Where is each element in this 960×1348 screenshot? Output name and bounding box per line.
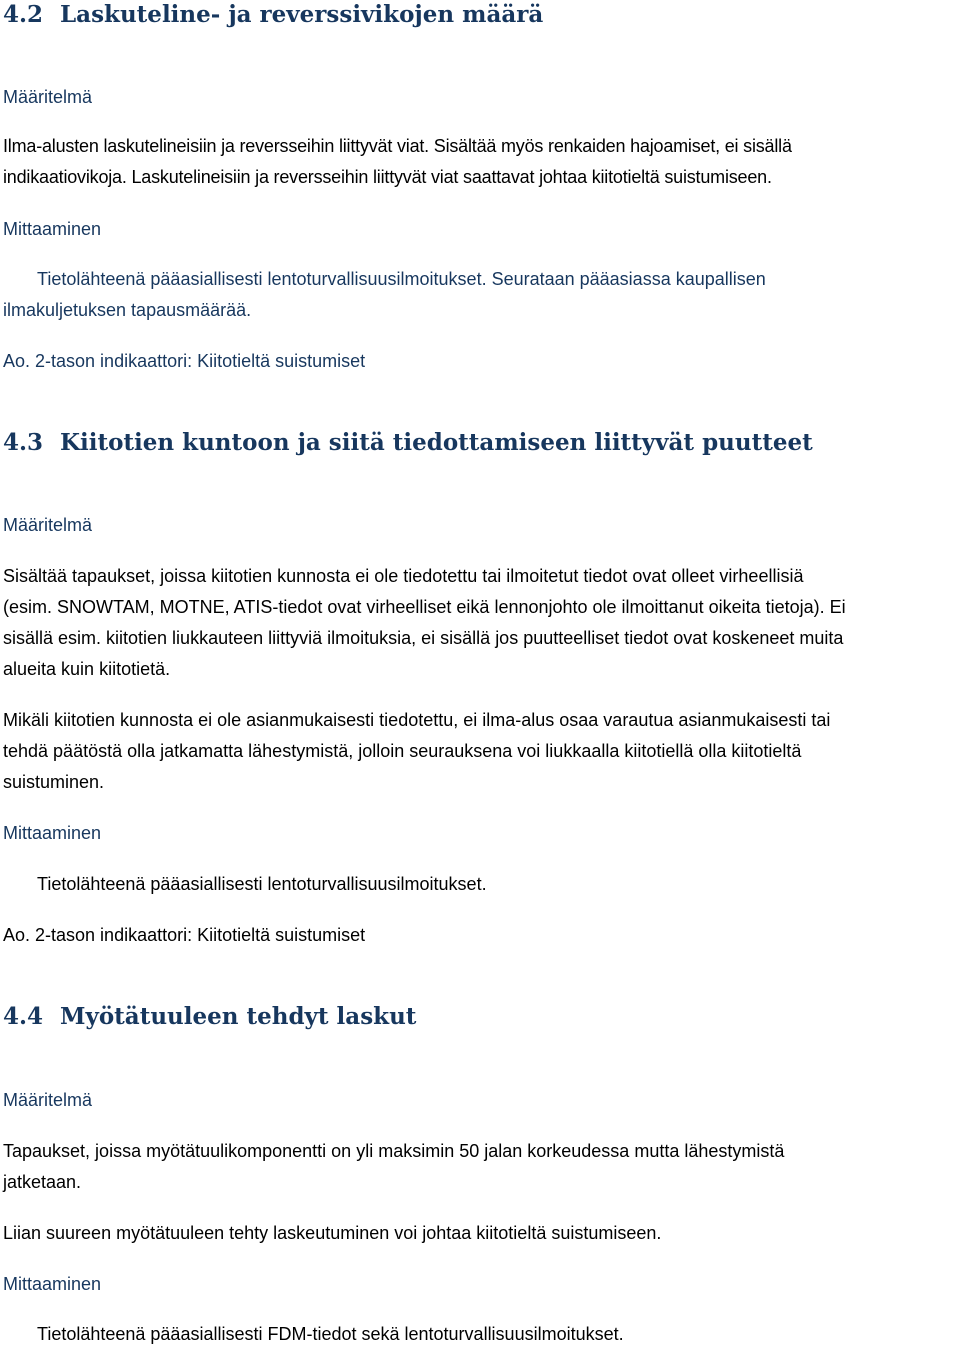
section-title: Myötätuuleen tehdyt laskut <box>60 1003 417 1030</box>
paragraph-line: suistuminen. <box>3 772 105 792</box>
definition-heading: Määritelmä <box>3 1090 93 1110</box>
indicator-line: Ao. 2-tason indikaattori: Kiitotieltä suistumiset <box>3 351 366 371</box>
section-title: Kiitotien kuntoon ja siitä tiedottamiseen liittyvät puutteet <box>60 429 813 456</box>
paragraph-line: tehdä päätöstä olla jatkamatta lähestymistä, jolloin seurauksena voi liukkaalla kiitotiellä olla kiitotieltä <box>3 741 802 761</box>
paragraph-line: indikaatiovikoja. Laskutelineisiin ja reversseihin liittyvät viat saattavat johtaa kiitotieltä suistumiseen. <box>3 167 772 187</box>
paragraph-line: sisällä esim. kiitotien liukkauteen liittyviä ilmoituksia, ei sisällä jos puutteelliset tiedot ovat koskeneet muita <box>3 628 844 648</box>
paragraph-line: Ilma-alusten laskutelineisiin ja reversseihin liittyvät viat. Sisältää myös renkaiden hajoamiset, ei sisällä <box>3 136 792 156</box>
paragraph-line: (esim. SNOWTAM, MOTNE, ATIS-tiedot ovat virheelliset eikä lennonjohto ole ilmoittanut oikeita tietoja). Ei <box>3 597 846 617</box>
section-number: 4.4 <box>3 1003 44 1030</box>
measurement-line: Tietolähteenä pääasiallisesti lentoturvallisuusilmoitukset. <box>37 874 487 894</box>
paragraph-line: alueita kuin kiitotietä. <box>3 659 171 679</box>
section-heading-4-3 <box>3 428 813 458</box>
paragraph-line: Sisältää tapaukset, joissa kiitotien kunnosta ei ole tiedotettu tai ilmoitetut tiedot ovat olleet virheellisiä <box>3 566 804 586</box>
paragraph-line: Mikäli kiitotien kunnosta ei ole asianmukaisesti tiedotettu, ei ilma-alus osaa varautua asianmukaisesti tai <box>3 710 831 730</box>
section-heading-4-2 <box>3 0 543 30</box>
measurement-line: ilmakuljetuksen tapausmäärää. <box>3 300 252 320</box>
paragraph-line: Liian suureen myötätuuleen tehty laskeutuminen voi johtaa kiitotieltä suistumiseen. <box>3 1223 662 1243</box>
measurement-heading: Mittaaminen <box>3 1274 102 1294</box>
section-heading-4-4 <box>3 1002 416 1032</box>
paragraph-line: jatketaan. <box>3 1172 82 1192</box>
section-title: Laskuteline- ja reverssivikojen määrä <box>60 1 544 28</box>
paragraph-line: Tapaukset, joissa myötätuulikomponentti on yli maksimin 50 jalan korkeudessa mutta lähestymistä <box>3 1141 785 1161</box>
measurement-heading: Mittaaminen <box>3 219 102 239</box>
measurement-line: Tietolähteenä pääasiallisesti FDM-tiedot sekä lentoturvallisuusilmoitukset. <box>37 1324 624 1344</box>
measurement-line: Tietolähteenä pääasiallisesti lentoturvallisuusilmoitukset. Seurataan pääasiassa kaupallisen <box>37 269 766 289</box>
measurement-heading: Mittaaminen <box>3 823 102 843</box>
indicator-line: Ao. 2-tason indikaattori: Kiitotieltä suistumiset <box>3 925 366 945</box>
definition-heading: Määritelmä <box>3 87 93 107</box>
section-number: 4.3 <box>3 429 44 456</box>
section-number: 4.2 <box>3 1 44 28</box>
definition-heading: Määritelmä <box>3 515 93 535</box>
